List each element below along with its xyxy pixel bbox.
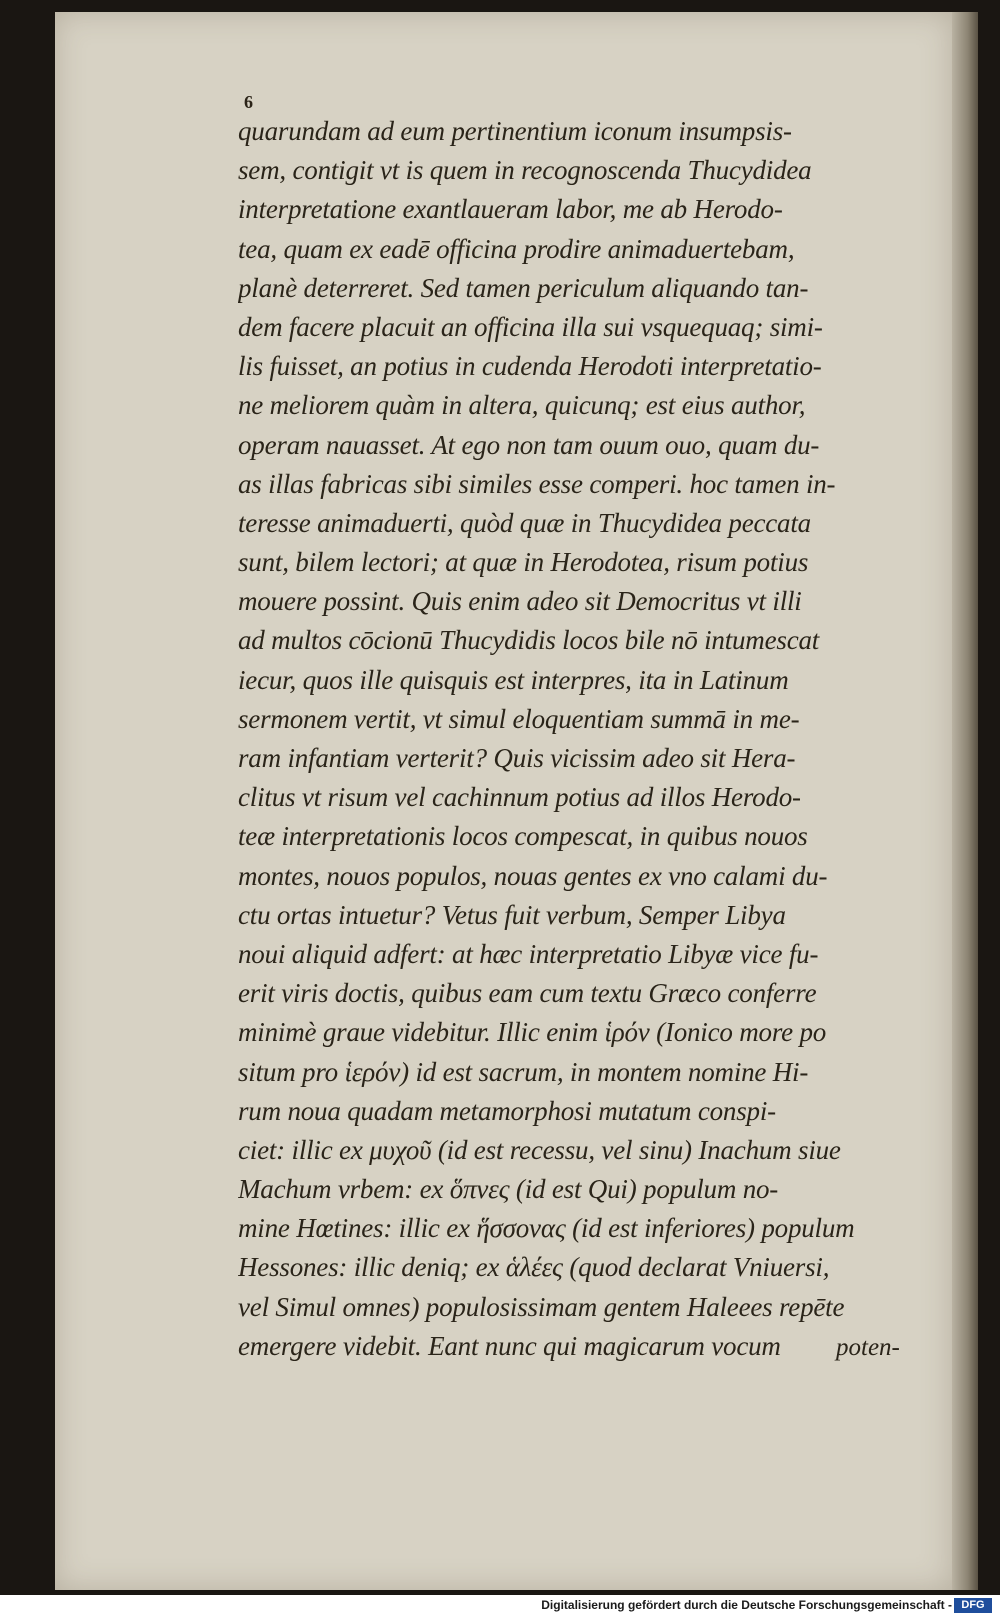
text-line: montes, nouos populos, nouas gentes ex vno calami du- [238,860,828,891]
text-line: teresse animaduerti, quòd quæ in Thucydidea peccata [238,507,811,538]
text-line: situm pro ἱερόν) id est sacrum, in montem nomine Hi- [238,1056,809,1087]
text-line: vel Simul omnes) populosissimam gentem Haleees repēte [238,1291,845,1322]
text-line: mouere possint. Quis enim adeo sit Democritus vt illi [238,586,802,617]
text-line: planè deterreret. Sed tamen periculum aliquando tan- [238,272,809,303]
text-line: teæ interpretationis locos compescat, in quibus nouos [238,821,808,852]
text-line: lis fuisset, an potius in cudenda Herodoti interpretatio- [238,351,822,382]
text-line: sermonem vertit, vt simul eloquentiam summā in me- [238,703,800,734]
text-line: Machum vrbem: ex ὅπνες (id est Qui) populum no- [238,1174,779,1205]
text-line: ciet: illic ex μυχοῦ (id est recessu, vel sinu) Inachum siue [238,1134,841,1165]
text-line: Hessones: illic deniq; ex ἁλέες (quod declarat Vniuersi, [238,1252,830,1283]
catchword: poten- [836,1334,900,1361]
text-line: minimè graue videbitur. Illic enim ἱρόν (Ionico more po [238,1017,827,1048]
text-line: dem facere placuit an officina illa sui vsquequaq; simi- [238,311,823,342]
text-line: iecur, quos ille quisquis est interpres, ita in Latinum [238,664,789,695]
text-line: sem, contigit vt is quem in recognoscenda Thucydidea [238,155,812,186]
body-text [238,112,948,1366]
text-line: erit viris doctis, quibus eam cum textu Græco conferre [238,978,817,1009]
text-line: quarundam ad eum pertinentium iconum insumpsis- [238,116,792,146]
footer-bar [0,1595,1000,1617]
text-line: operam nauasset. At ego non tam ouum ouo, quam du- [238,429,820,460]
dfg-logo: DFG [954,1598,992,1613]
text-line: rum noua quadam metamorphosi mutatum conspi- [238,1095,776,1126]
text-line: mine Hœtines: illic ex ἥσσονας (id est inferiores) populum [238,1213,855,1244]
text-line: ad multos cōcionū Thucydidis locos bile nō intumescat [238,625,820,656]
text-line: sunt, bilem lectori; at quæ in Herodotea, risum potius [238,547,809,578]
page-edge [952,12,978,1590]
text-line: ctu ortas intuetur? Vetus fuit verbum, Semper Libya [238,899,786,930]
text-line: interpretatione exantlaueram labor, me ab Herodo- [238,194,783,225]
text-line: ram infantiam verterit? Quis vicissim adeo sit Hera- [238,743,796,773]
text-line: tea, quam ex eadē officina prodire animaduertebam, [238,233,795,264]
text-line: clitus vt risum vel cachinnum potius ad illos Herodo- [238,782,801,813]
text-line: as illas fabricas sibi similes esse comperi. hoc tamen in- [238,468,836,499]
text-line: noui aliquid adfert: at hæc interpretatio Libyæ vice fu- [238,938,819,969]
text-line: emergere videbit. Eant nunc qui magicarum vocum [238,1330,781,1361]
text-line: ne meliorem quàm in altera, quicunq; est eius author, [238,390,806,421]
digitization-credit: Digitalisierung gefördert durch die Deutsche Forschungsgemeinschaft - [541,1598,952,1612]
page-number: 6 [244,92,253,112]
